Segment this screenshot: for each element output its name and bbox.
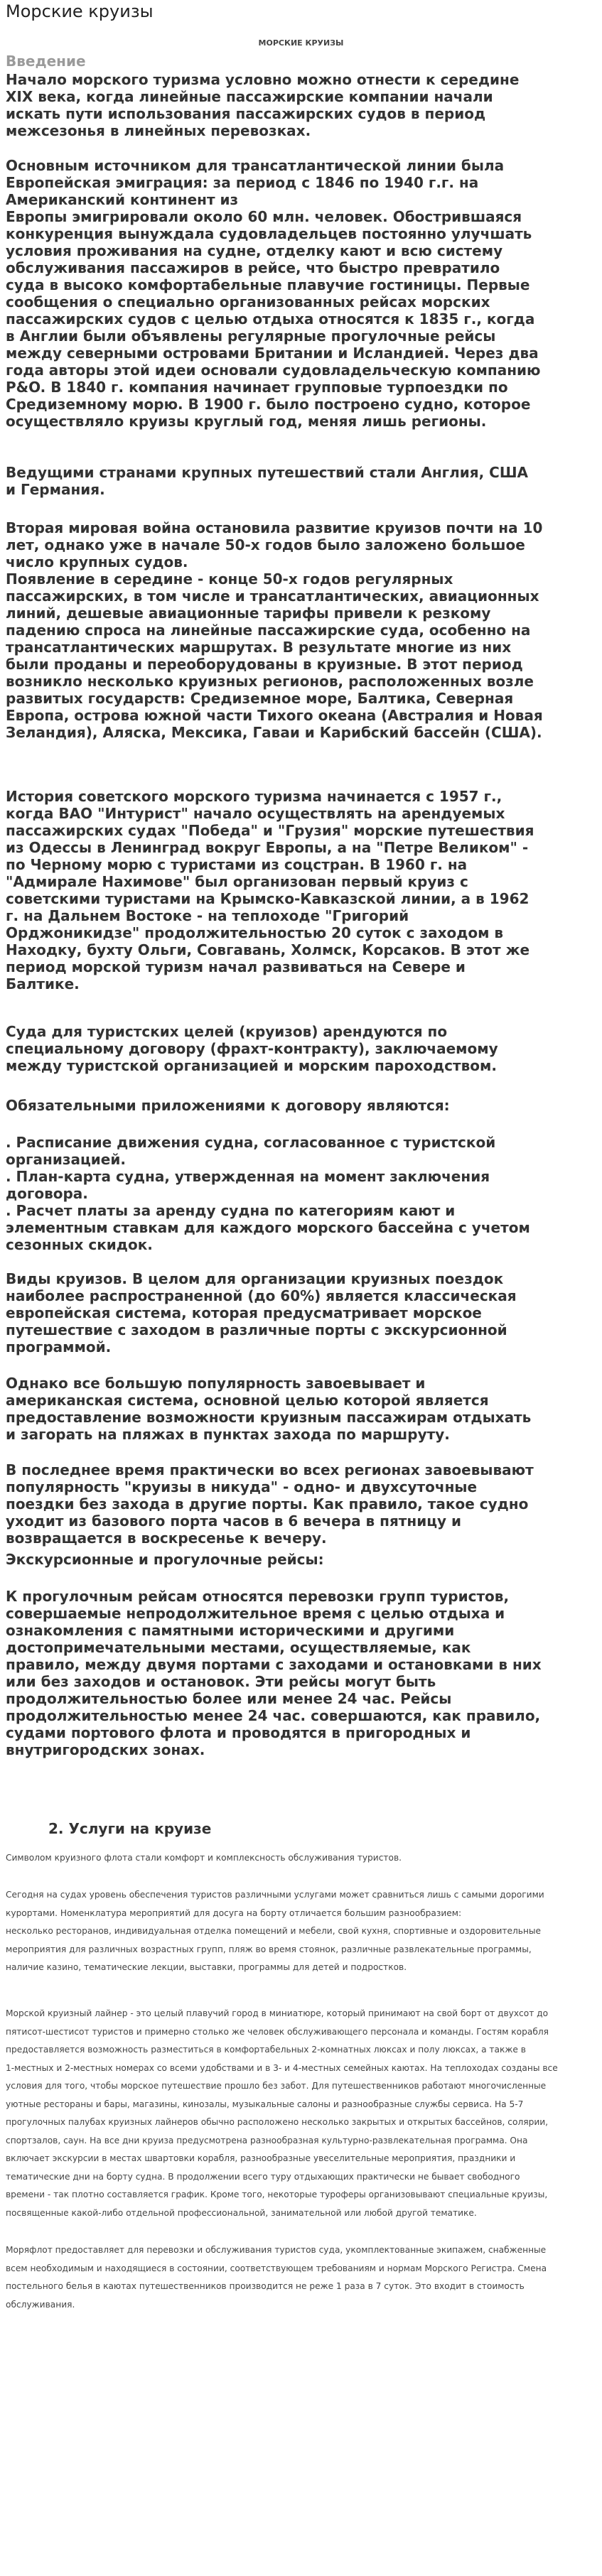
text-line: пятисот-шестисот туристов и примерно столько же человек обслуживающего персонала и команды. Гостям корабля: [6, 2026, 549, 2037]
text-line: специальному договору (фрахт-контракту), заключаемому: [6, 1040, 498, 1057]
text-line: пассажирских, в том числе и трансатлантических, авиационных: [6, 588, 539, 605]
paragraph-soviet-history: [6, 788, 596, 992]
text-line: условия проживания на судне, отделку кают и всю систему: [6, 242, 503, 259]
text-line: Вторая мировая война остановила развитие круизов почти на 10: [6, 519, 543, 536]
text-line: курортами. Номенклатура мероприятий для досуга на борту отличается большим разнообразием:: [6, 1907, 462, 1918]
list-item: сезонных скидок.: [6, 1236, 153, 1253]
text-line: лет, однако уже в начале 50-х годов было заложено большое: [6, 536, 525, 553]
text-line: предоставляется возможность разместиться в комфортабельных 2-комнатных люксах и полу люксах, а также в: [6, 2045, 526, 2055]
text-line: продолжительностью более или менее 24 час. Рейсы: [6, 1690, 452, 1707]
text-line: Европейская эмиграция: за период с 1846 по 1940 г.г. на: [6, 174, 479, 191]
text-line: спортзалов, саун. На все дни круиза предусмотрена разнообразная культурно-развлекательная программа. Она: [6, 2135, 528, 2145]
paragraph-cruises-to-nowhere: [6, 1461, 596, 1547]
text-line: суда в высоко комфортабельные плавучие гостиницы. Первые: [6, 276, 530, 293]
text-line: обслуживания.: [6, 2299, 75, 2310]
section-2-heading: 2. Услуги на круизе: [48, 1820, 212, 1837]
text-line: Орджоникидзе" продолжительностью 20 суток с заходом в: [6, 924, 504, 941]
list-item: . Расписание движения судна, согласованное с туристской: [6, 1134, 496, 1151]
text-line: Появление в середине - конце 50-х годов регулярных: [6, 570, 453, 588]
text-line: уютные рестораны и бары, магазины, кинозалы, музыкальные салоны и разнообразные службы сервиса. На 5-7: [6, 2099, 524, 2109]
text-line: Сегодня на судах уровень обеспечения туристов различными услугами может сравниться лишь с самыми дорогими: [6, 1890, 544, 1900]
text-line: Европы эмигрировали около 60 млн. человек. Обострившаяся: [6, 208, 522, 225]
text-line: 1-местных и 2-местных номерах со всеми удобствами и в 3- и 4-местных семейных каютах. На теплоходах созданы все: [6, 2062, 558, 2073]
text-line: наличие казино, тематические лекции, выставки, программы для детей и подростков.: [6, 1962, 407, 1972]
text-line: когда ВАО "Интурист" начало осуществлять на арендуемых: [6, 805, 505, 822]
text-line: Ведущими странами крупных путешествий стали Англия, США: [6, 464, 529, 481]
text-line: развитых государств: Средиземное море, Балтика, Северная: [6, 690, 514, 707]
text-line: межсезонья в линейных перевозках.: [6, 122, 311, 139]
text-line: Находку, бухту Ольги, Совгавань, Холмск, Корсаков. В этот же: [6, 941, 530, 958]
paragraph-pleasure-trips: [6, 1588, 596, 1758]
text-line: путешествие с заходом в различные порты с экскурсионной: [6, 1321, 507, 1338]
text-line: популярность "круизы в никуда" - одно- и двухсуточные: [6, 1478, 478, 1495]
text-line: между туристской организацией и морским пароходством.: [6, 1057, 497, 1074]
text-line: К прогулочным рейсам относятся перевозки групп туристов,: [6, 1588, 510, 1605]
text-line: ознакомления с памятными историческими и другими: [6, 1622, 455, 1639]
list-item: договора.: [6, 1185, 88, 1202]
text-line: из Одессы в Ленинград вокруг Европы, а на "Петре Великом" -: [6, 839, 529, 856]
text-line: трансатлантических маршрутах. В результате многие из них: [6, 639, 512, 656]
text-line: Виды круизов. В целом для организации круизных поездок: [6, 1270, 504, 1287]
text-line: падению спроса на линейные пассажирские суда, особенно на: [6, 622, 531, 639]
paragraph-morflot: [6, 2241, 596, 2314]
text-line: возникло несколько круизных регионов, расположенных возле: [6, 673, 534, 690]
text-line: мероприятия для различных возрастных групп, пляж во время стоянок, различные развлекательные программы,: [6, 1944, 532, 1954]
text-line: Европа, острова южной части Тихого океана (Австралия и Новая: [6, 707, 543, 724]
text-line: Средиземному морю. В 1900 г. было построено судно, которое: [6, 396, 531, 413]
paragraph-excursion-heading: [6, 1551, 596, 1568]
text-line: посвященные какой-либо отдельной профессиональной, занимательной или любой другой тематике.: [6, 2207, 477, 2218]
paragraph-american-system: [6, 1375, 596, 1443]
text-line: достопримечательными местами, осуществляемые, как: [6, 1639, 471, 1656]
text-line: внутригородских зонах.: [6, 1741, 205, 1758]
text-line: или без заходов и остановок. Эти рейсы могут быть: [6, 1673, 436, 1690]
text-line: Американский континент из: [6, 191, 239, 208]
text-line: Зеландия), Аляска, Мексика, Гавaи и Карибский бассейн (США).: [6, 724, 542, 741]
list-item: . Расчет платы за аренду судна по категориям кают и: [6, 1202, 456, 1219]
text-line: История советского морского туризма начинается с 1957 г.,: [6, 788, 502, 805]
text-line: Начало морского туризма условно можно отнести к середине: [6, 71, 520, 88]
text-line: Экскурсионные и прогулочные рейсы:: [6, 1551, 324, 1568]
text-line: наиболее распространенной (до 60%) является классическая: [6, 1287, 517, 1304]
text-line: конкуренция вынуждала судовладельцев постоянно улучшать: [6, 225, 532, 242]
paragraph-cruise-types: [6, 1270, 596, 1355]
text-line: пассажирских судах "Победа" и "Грузия" морские путешествия: [6, 822, 534, 839]
text-line: искать пути использования пассажирских судов в период: [6, 105, 486, 122]
list-item: элементным ставкам для каждого морского бассейна с учетом: [6, 1219, 530, 1236]
text-line: несколько ресторанов, индивидуальная отделка помещений и мебели, свой кухня, спортивные и оздоровительные: [6, 1926, 542, 1936]
text-line: осуществляло круизы круглый год, меняя лишь регионы.: [6, 413, 487, 430]
paragraph-postwar: [6, 519, 596, 741]
paragraph-liner: [6, 2005, 596, 2222]
text-line: всем необходимым и находящиеся в состоянии, соответствующем требованиям и нормам Морского Регистра. Смена: [6, 2263, 547, 2273]
text-line: Символом круизного флота стали комфорт и комплексность обслуживания туристов.: [6, 1853, 402, 1863]
list-item: . План-карта судна, утвержденная на момент заключения: [6, 1168, 490, 1185]
text-line: Однако все большую популярность завоевывает и: [6, 1375, 426, 1392]
text-line: линий, дешевые авиационные тарифы привели к резкому: [6, 605, 491, 622]
text-line: Обязательными приложениями к договору являются:: [6, 1097, 450, 1114]
appendices-list: [6, 1134, 596, 1253]
text-line: постельного белья в каютах путешественников производится не реже 1 раза в 7 суток. Это входит в стоимость: [6, 2281, 525, 2291]
text-line: времени - так плотно составляется график. Кроме того, некоторые туроферы организовывают специальные круизы,: [6, 2190, 548, 2199]
text-line: уходит из базового порта часов в 6 вечера в пятницу и: [6, 1512, 462, 1530]
text-line: включает экскурсии в местах швартовки корабля, разнообразные увеселительные мероприятия, праздники и: [6, 2153, 516, 2163]
text-line: пассажирских судов с целью отдыха относятся к 1835 г., когда: [6, 310, 535, 328]
paragraph-charter: [6, 1023, 596, 1074]
text-line: были проданы и переоборудованы в круизные. В этот период: [6, 656, 523, 673]
text-line: г. на Дальнем Востоке - на теплоходе "Григорий: [6, 907, 409, 924]
list-item: организацией.: [6, 1151, 126, 1168]
text-line: предоставление возможности круизным пассажирам отдыхать: [6, 1409, 532, 1426]
text-line: года авторы этой идеи основали судовладельческую компанию: [6, 362, 541, 379]
text-line: Балтике.: [6, 975, 80, 992]
text-line: судами портового флота и проводятся в пригородных и: [6, 1724, 471, 1741]
text-line: между северными островами Британии и Исландией. Через два: [6, 345, 539, 362]
paragraph-comfort: [6, 1849, 596, 1868]
text-line: Основным источником для трансатлантической линии была: [6, 157, 505, 174]
text-line: P&O. В 1840 г. компания начинает групповые турпоездки по: [6, 379, 508, 396]
text-line: тематические дни на борту судна. В продолжении всего туру отдыхающих практически не бывает свободного: [6, 2171, 520, 2182]
text-line: период морской туризм начал развиваться на Севере и: [6, 958, 466, 975]
text-line: Моряфлот предоставляет для перевозки и обслуживания туристов суда, укомплектованные экипажем, снабженные: [6, 2245, 547, 2255]
text-line: европейская система, которая предусматривает морское: [6, 1304, 482, 1321]
text-line: правило, между двумя портами с заходами и остановками в них: [6, 1656, 542, 1673]
text-line: американская система, основной целью которой является: [6, 1392, 489, 1409]
paragraph-leading-countries: [6, 464, 596, 498]
text-line: в Англии были объявлены регулярные прогулочные рейсы: [6, 328, 496, 345]
text-line: Суда для туристских целей (круизов) арендуются по: [6, 1023, 448, 1040]
text-line: возвращается в воскресенье к вечеру.: [6, 1530, 327, 1547]
text-line: В последнее время практически во всех регионах завоевывают: [6, 1461, 534, 1478]
text-line: Морской круизный лайнер - это целый плавучий город в миниатюре, который принимают на свой борт от двухсот до: [6, 2008, 549, 2018]
text-line: продолжительностью менее 24 час. совершаются, как правило,: [6, 1707, 541, 1724]
centered-caps-heading: МОРСКИЕ КРУИЗЫ: [258, 38, 344, 48]
text-line: совершаемые непродолжительное время с целью отдыха и: [6, 1605, 505, 1622]
text-line: "Адмирале Нахимове" был организован первый круиз с: [6, 873, 468, 890]
text-line: прогулочных палубах круизных лайнеров обычно расположено несколько закрытых и открытых бассейнов, солярии,: [6, 2117, 549, 2127]
intro-heading: Введение: [6, 53, 86, 70]
document-title: Морские круизы: [6, 1, 154, 21]
paragraph-services: [6, 1886, 596, 1977]
text-line: поездки без захода в другие порты. Как правило, такое судно: [6, 1495, 529, 1512]
paragraph-emigration: [6, 157, 596, 430]
text-line: программой.: [6, 1338, 112, 1355]
text-line: XIX века, когда линейные пассажирские компании начали: [6, 88, 493, 105]
text-line: по Черному морю с туристами из соцстран. В 1960 г. на: [6, 856, 468, 873]
text-line: число крупных судов.: [6, 553, 188, 570]
text-line: сообщения о специально организованных рейсах морских: [6, 293, 490, 310]
paragraph-appendices-heading: [6, 1097, 596, 1114]
text-line: и загорать на пляжах в пунктах захода по маршруту.: [6, 1426, 450, 1443]
text-line: обслуживания пассажиров в рейсе, что быстро превратило: [6, 259, 500, 276]
paragraph-origins: [6, 71, 596, 139]
text-line: и Германия.: [6, 481, 105, 498]
text-line: советскими туристами на Крымско-Кавказской линии, а в 1962: [6, 890, 530, 907]
text-line: условия для того, чтобы морское путешествие прошло без забот. Для путешественников работают многочисленные: [6, 2081, 547, 2091]
